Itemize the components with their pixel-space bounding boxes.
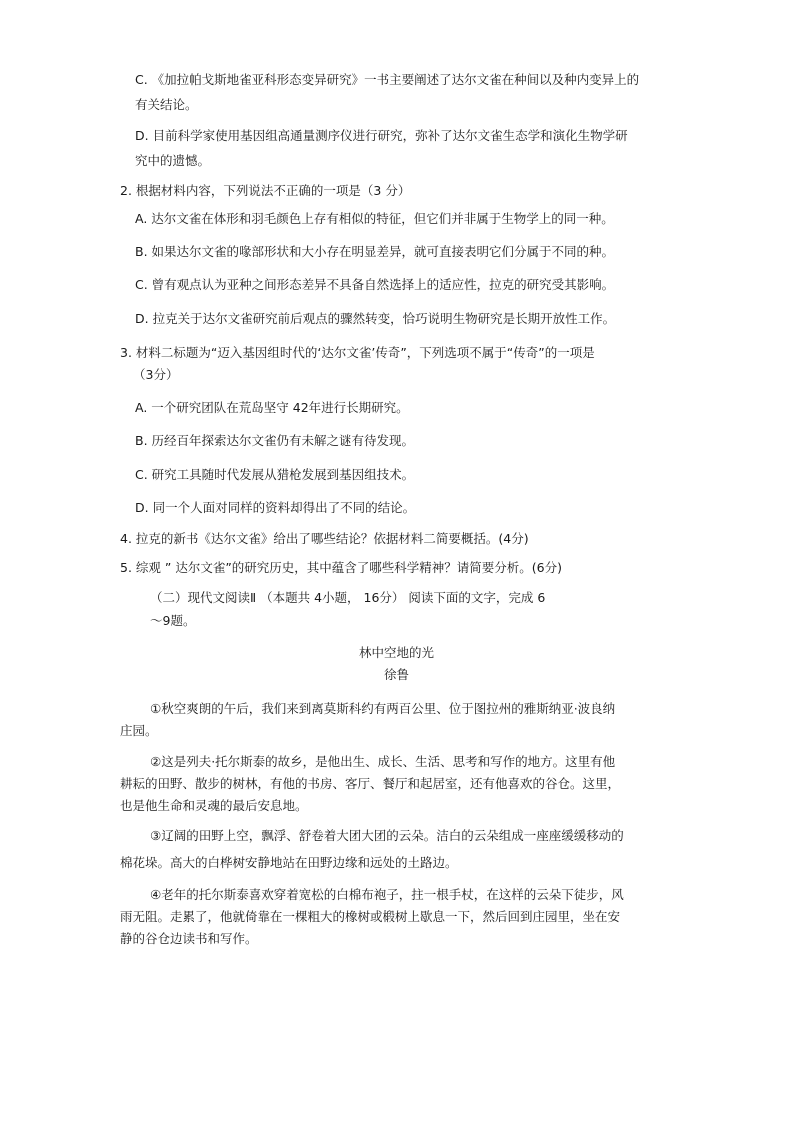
paragraph-4-line2: 雨无阻。走累了，他就倚靠在一棵粗大的橡树或椴树上歇息一下，然后回到庄园里，坐在安: [120, 909, 621, 924]
article-author: 徐鲁: [383, 667, 409, 682]
paragraph-2-line1: ②这是列夫·托尔斯泰的故乡，是他出生、成长、生活、思考和写作的地方。这里有他: [150, 754, 616, 769]
paragraph-4-line3: 静的谷仓边读书和写作。: [120, 931, 258, 946]
paragraph-1-line1: ①秋空爽朗的午后，我们来到离莫斯科约有两百公里、位于图拉州的雅斯纳亚·波良纳: [150, 701, 616, 716]
paragraph-2-line3: 也是他生命和灵魂的最后安息地。: [120, 798, 308, 813]
q2-option-d: D. 拉克关于达尔文雀研究前后观点的骤然转变，恰巧说明生物研究是长期开放性工作。: [135, 311, 616, 326]
article-title: 林中空地的光: [358, 645, 434, 660]
paragraph-4-line1: ④老年的托尔斯泰喜欢穿着宽松的白棉布袍子，拄一根手杖，在这样的云朵下徒步，风: [150, 887, 624, 902]
q4-stem: 4. 拉克的新书《达尔文雀》给出了哪些结论？依据材料二简要概括。(4分): [120, 531, 529, 546]
q3-option-d: D. 同一个人面对同样的资料却得出了不同的结论。: [135, 500, 416, 515]
paragraph-1-line2: 庄园。: [120, 723, 158, 738]
q1-option-c-line1: C. 《加拉帕戈斯地雀亚科形态变异研究》一书主要阐述了达尔文雀在种间以及种内变异上的: [135, 72, 640, 87]
q1-option-c-line2: 有关结论。: [135, 97, 198, 112]
paragraph-3-line1: ③辽阔的田野上空，飘浮、舒卷着大团大团的云朵。洁白的云朵组成一座座缓缓移动的: [150, 828, 624, 843]
q2-option-b: B. 如果达尔文雀的喙部形状和大小存在明显差异，就可直接表明它们分属于不同的种。: [135, 244, 615, 259]
q2-option-c: C. 曾有观点认为亚种之间形态差异不具备自然选择上的适应性，拉克的研究受其影响。: [135, 277, 615, 292]
q3-option-c: C. 研究工具随时代发展从猎枪发展到基因组技术。: [135, 467, 415, 482]
q2-option-a: A. 达尔文雀在体形和羽毛颜色上存有相似的特征，但它们并非属于生物学上的同一种。: [135, 211, 614, 226]
q2-stem: 2. 根据材料内容，下列说法不正确的一项是（3 分）: [120, 183, 411, 198]
q3-stem-line2: （3分）: [133, 367, 179, 382]
q3-stem-line1: 3. 材料二标题为“迈入基因组时代的‘达尔文雀’传奇”，下列选项不属于“传奇”的一项是: [120, 345, 595, 360]
section-heading-line2: ～9题。: [150, 613, 196, 628]
section-heading-line1: （二）现代文阅读Ⅱ （本题共 4小题， 16分） 阅读下面的文字，完成 6: [150, 590, 546, 605]
q5-stem: 5. 综观 ” 达尔文雀”的研究历史，其中蕴含了哪些科学精神？请简要分析。(6分): [120, 560, 563, 575]
q3-option-a: A. 一个研究团队在荒岛坚守 42年进行长期研究。: [135, 400, 409, 415]
paragraph-2-line2: 耕耘的田野、散步的树林，有他的书房、客厅、餐厅和起居室，还有他喜欢的谷仓。这里，: [120, 776, 621, 791]
q1-option-d-line2: 究中的遗憾。: [135, 153, 211, 168]
paragraph-3-line2: 棉花垛。高大的白桦树安静地站在田野边缘和远处的土路边。: [120, 855, 458, 870]
q1-option-d-line1: D. 目前科学家使用基因组高通量测序仪进行研究，弥补了达尔文雀生态学和演化生物学研: [135, 128, 628, 143]
q3-option-b: B. 历经百年探索达尔文雀仍有未解之谜有待发现。: [135, 433, 415, 448]
